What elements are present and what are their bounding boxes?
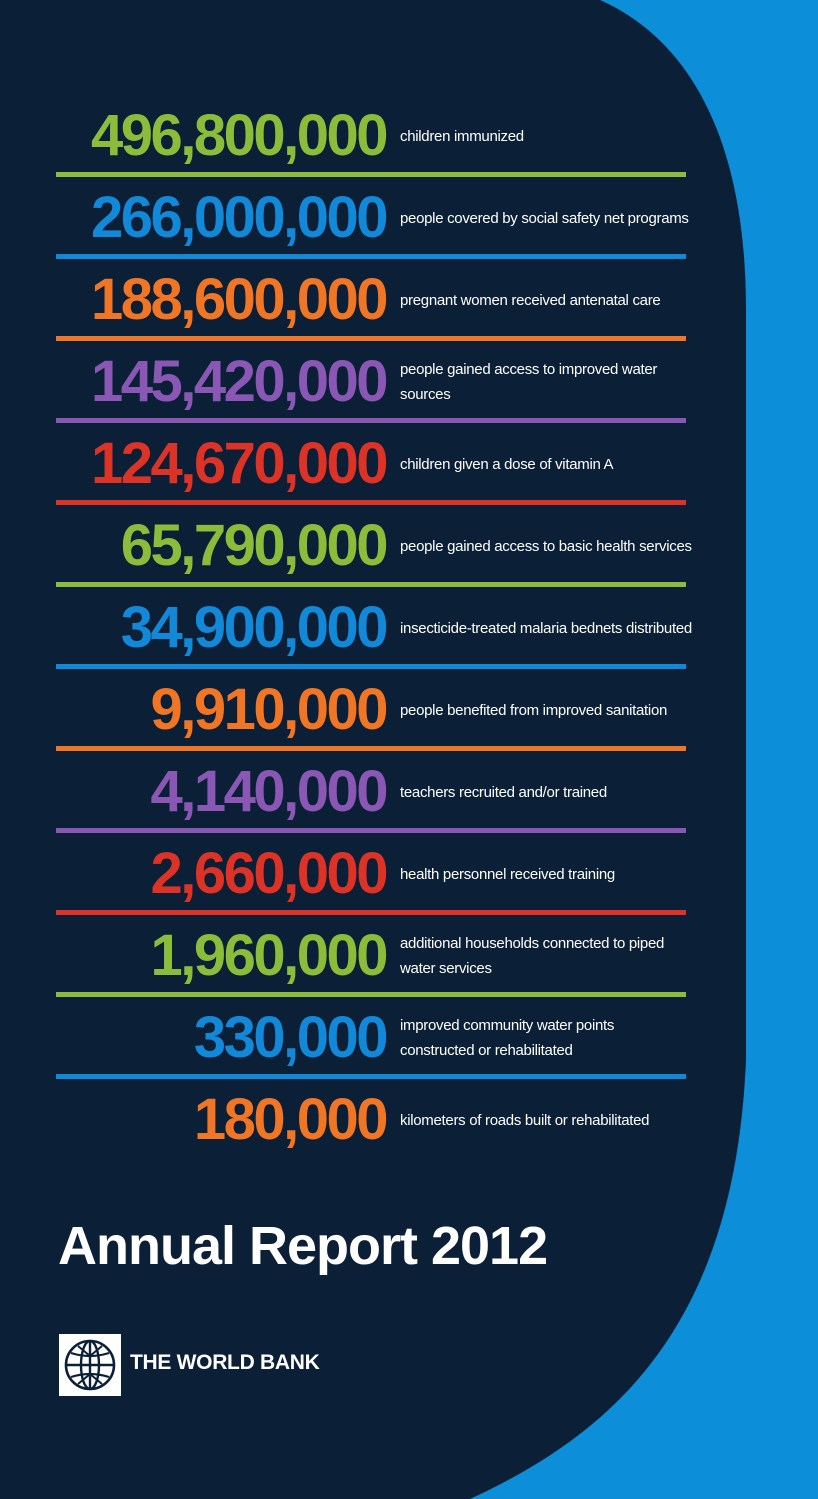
stat-label: kilometers of roads built or rehabilitated [400, 1111, 650, 1129]
stat-label: improved community water points constructed or rehabilitated [400, 1017, 615, 1059]
stat-label: health personnel received training [400, 865, 615, 883]
stat-value: 180,000 [193, 1087, 386, 1152]
report-title: Annual Report 2012 [58, 1216, 548, 1276]
stat-label: children immunized [400, 127, 524, 145]
stat-value: 65,790,000 [120, 513, 386, 578]
stat-label: children given a dose of vitamin A [400, 455, 614, 473]
stat-label: people benefited from improved sanitation [400, 701, 668, 719]
stat-row [56, 505, 692, 587]
organization-name: THE WORLD BANK [130, 1351, 320, 1374]
stat-value: 34,900,000 [120, 595, 386, 660]
stat-value: 145,420,000 [90, 349, 386, 414]
stat-value: 124,670,000 [90, 431, 386, 496]
stat-row [56, 1079, 686, 1161]
globe-icon [59, 1334, 121, 1396]
stat-label: teachers recruited and/or trained [400, 783, 607, 801]
stat-value: 9,910,000 [150, 677, 386, 742]
stats-list [56, 95, 692, 1161]
stat-label: additional households connected to piped water services [400, 935, 665, 977]
stat-value: 1,960,000 [150, 923, 386, 988]
stat-row [56, 341, 686, 423]
stat-value: 330,000 [193, 1005, 386, 1070]
stat-label: pregnant women received antenatal care [400, 291, 661, 309]
stat-label: insecticide-treated malaria bednets distributed [400, 619, 692, 637]
stat-row [56, 95, 686, 177]
stat-value: 266,000,000 [90, 185, 386, 250]
stat-label: people gained access to basic health services [400, 537, 692, 555]
stat-label: people gained access to improved water sources [400, 361, 658, 403]
stat-value: 2,660,000 [150, 841, 386, 906]
stat-row [56, 423, 686, 505]
stat-row [56, 587, 692, 669]
stat-value: 188,600,000 [90, 267, 386, 332]
stat-value: 496,800,000 [90, 103, 386, 168]
stat-row [56, 833, 686, 915]
stat-row [56, 177, 689, 259]
stat-row [56, 997, 686, 1079]
stat-row [56, 751, 686, 833]
stat-label: people covered by social safety net programs [400, 209, 689, 227]
world-bank-logo [59, 1334, 121, 1396]
stat-row [56, 259, 686, 341]
stat-row [56, 669, 686, 751]
stat-value: 4,140,000 [150, 759, 386, 824]
stat-row [56, 915, 686, 997]
